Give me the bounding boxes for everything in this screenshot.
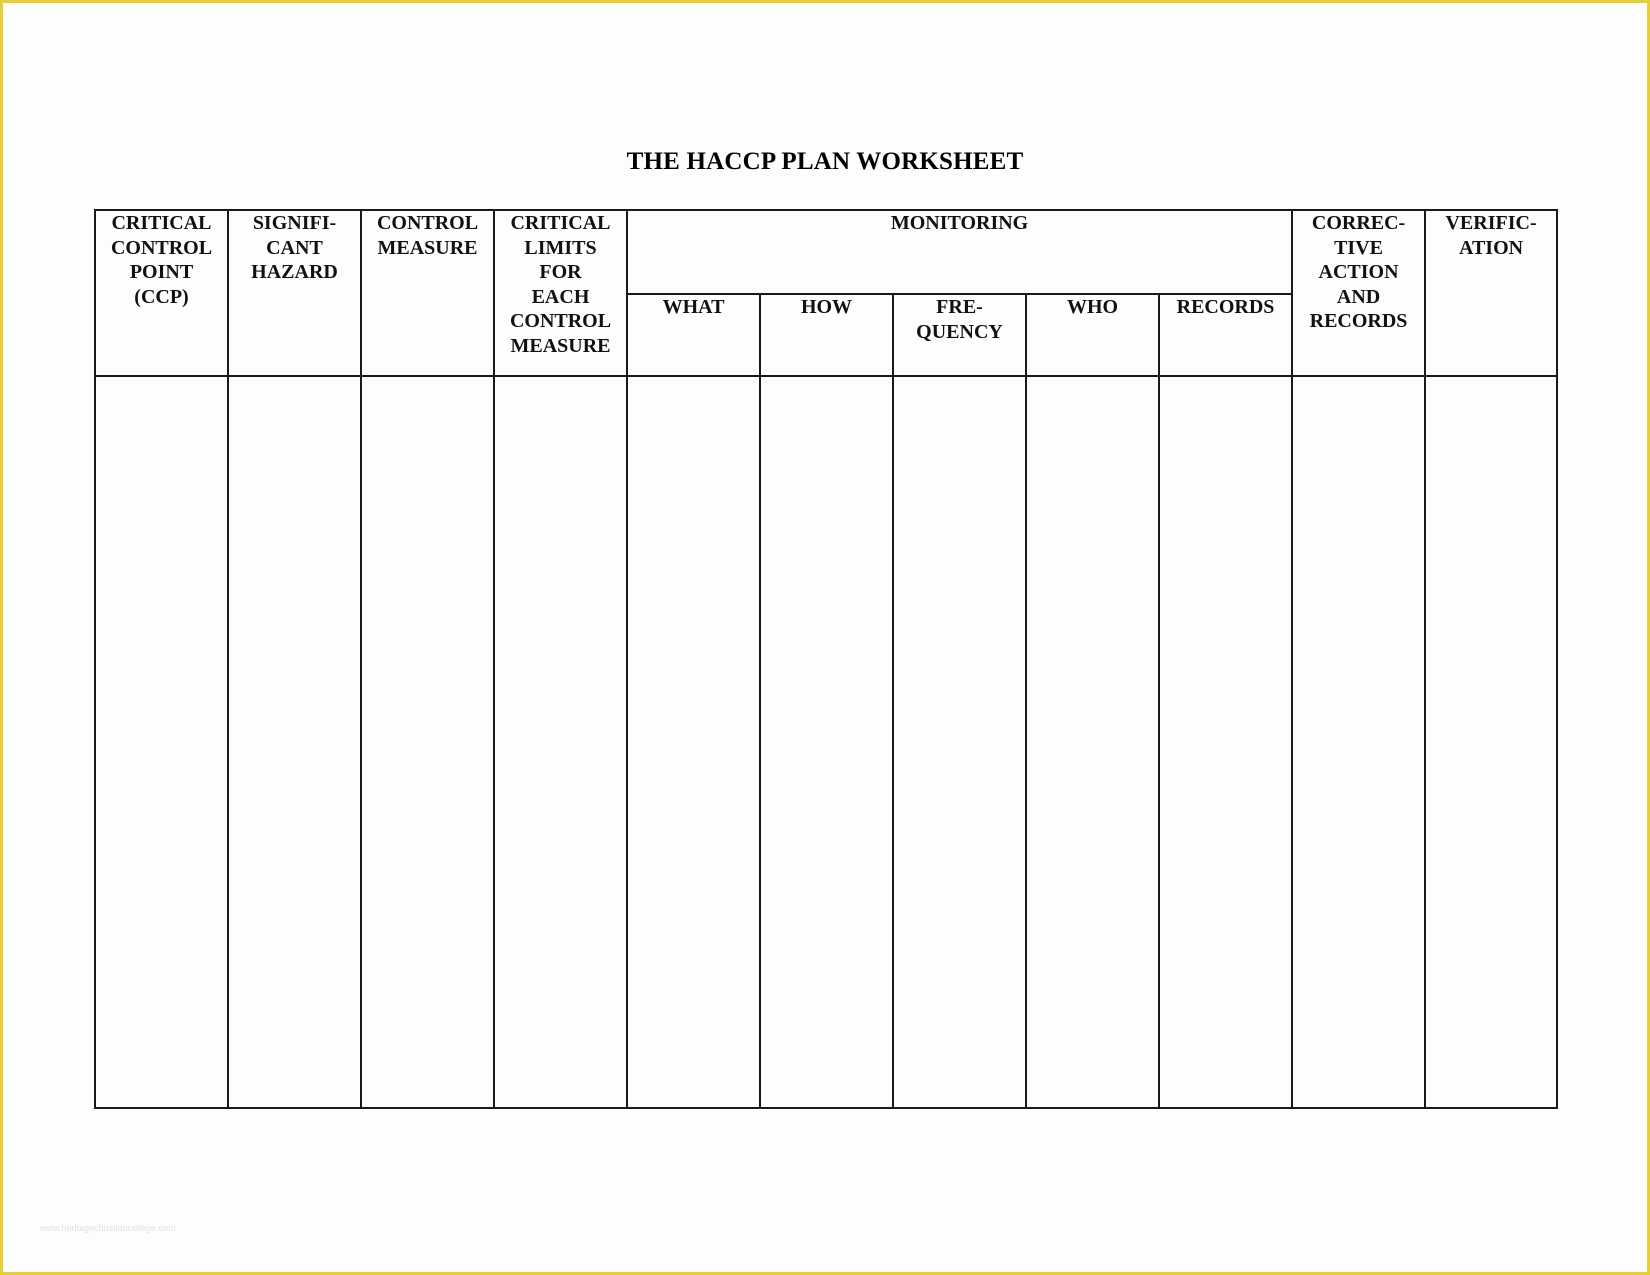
subcolumn-header-who: WHO [1026,294,1159,376]
column-header-critical-limits: CRITICAL LIMITS FOR EACH CONTROL MEASURE [494,210,627,376]
column-header-significant-hazard: SIGNIFI- CANT HAZARD [228,210,361,376]
cell-corrective-action [1292,376,1425,1108]
column-header-ccp: CRITICAL CONTROL POINT (CCP) [95,210,228,376]
cell-monitoring-frequency [893,376,1026,1108]
cell-monitoring-who [1026,376,1159,1108]
subcolumn-header-frequency: FRE- QUENCY [893,294,1026,376]
column-header-control-measure: CONTROL MEASURE [361,210,494,376]
cell-control-measure [361,376,494,1108]
column-header-verification: VERIFIC- ATION [1425,210,1557,376]
haccp-worksheet-table [94,209,1558,1109]
table-row [95,376,1557,1108]
cell-verification [1425,376,1557,1108]
subcolumn-header-records: RECORDS [1159,294,1292,376]
cell-monitoring-records [1159,376,1292,1108]
subcolumn-header-how: HOW [760,294,893,376]
cell-monitoring-what [627,376,760,1108]
header-row [95,210,1557,294]
subcolumn-header-what: WHAT [627,294,760,376]
cell-significant-hazard [228,376,361,1108]
watermark-text: www.heritagechristiancollege.com [40,1223,176,1233]
cell-monitoring-how [760,376,893,1108]
worksheet-title: THE HACCP PLAN WORKSHEET [626,148,1024,175]
column-group-monitoring: MONITORING [627,210,1292,294]
cell-critical-limits [494,376,627,1108]
column-header-corrective-action: CORREC- TIVE ACTION AND RECORDS [1292,210,1425,376]
cell-ccp [95,376,228,1108]
